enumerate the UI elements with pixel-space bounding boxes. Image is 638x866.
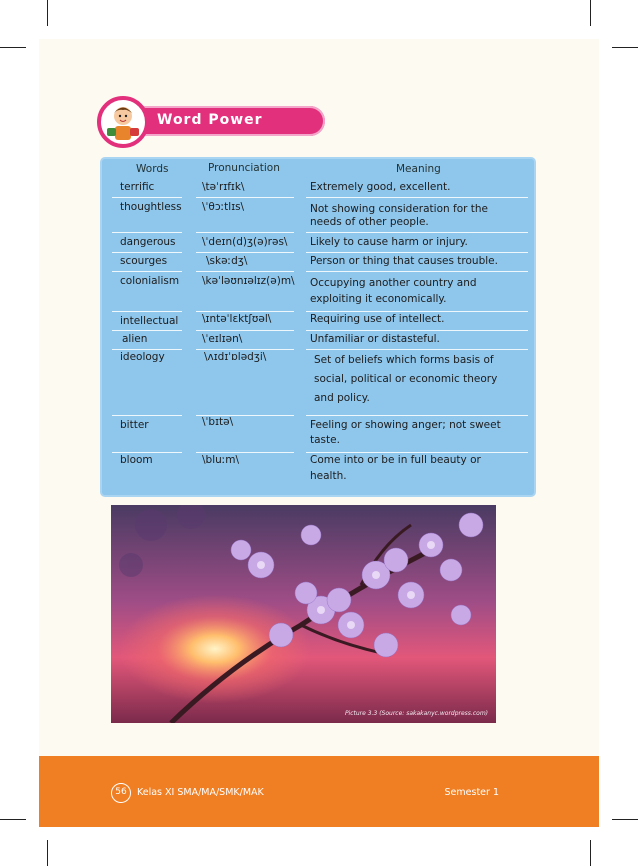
row-separator xyxy=(306,415,528,416)
crop-mark xyxy=(0,47,26,48)
word-cell: bitter xyxy=(120,419,149,431)
header-pronunciation: Pronunciation xyxy=(208,162,280,174)
row-separator xyxy=(112,197,182,198)
pron-cell: \ʌɪdɪˈɒlədʒi\ xyxy=(204,351,267,363)
meaning-cell: Likely to cause harm or injury. xyxy=(310,236,468,248)
word-cell: dangerous xyxy=(120,236,176,248)
meaning-cell: Extremely good, excellent. xyxy=(310,181,451,193)
pron-cell: \təˈrɪfɪk\ xyxy=(202,181,245,193)
pron-cell: \ˈθɔːtlɪs\ xyxy=(202,201,245,213)
meaning-cell: and policy. xyxy=(314,392,370,404)
pron-cell: \ˈeɪlɪən\ xyxy=(202,333,243,345)
meaning-cell: exploiting it economically. xyxy=(310,293,447,305)
footer-semester-label: Semester 1 xyxy=(444,787,499,798)
meaning-cell: taste. xyxy=(310,434,340,446)
pron-cell: \ˈdeɪn(d)ʒ(ə)rəs\ xyxy=(202,236,288,248)
page-number: 56 xyxy=(111,783,131,803)
meaning-cell: Occupying another country and xyxy=(310,277,477,289)
vocabulary-table xyxy=(102,159,534,495)
word-cell: bloom xyxy=(120,454,153,466)
row-separator xyxy=(196,232,294,233)
section-title: Word Power xyxy=(157,112,263,128)
word-cell: alien xyxy=(122,333,148,345)
crop-mark xyxy=(47,0,48,26)
row-separator xyxy=(196,197,294,198)
crop-mark xyxy=(612,819,638,820)
meaning-cell: Feeling or showing anger; not sweet xyxy=(310,419,501,431)
pron-cell: \skəːdʒ\ xyxy=(206,255,248,267)
meaning-cell: Requiring use of intellect. xyxy=(310,313,445,325)
row-separator xyxy=(306,349,528,350)
pron-cell: \kəˈləʊnɪəlɪz(ə)m\ xyxy=(202,275,295,287)
row-separator xyxy=(306,197,528,198)
header-words: Words xyxy=(136,163,169,175)
word-cell: thoughtless xyxy=(120,201,182,213)
mascot-icon xyxy=(97,96,149,148)
meaning-cell: Unfamiliar or distasteful. xyxy=(310,333,440,345)
meaning-cell: social, political or economic theory xyxy=(314,373,498,385)
meaning-cell: Come into or be in full beauty or xyxy=(310,454,481,466)
pron-cell: \ˈbɪtə\ xyxy=(202,416,234,428)
word-cell: colonialism xyxy=(120,275,180,287)
pron-cell: \ɪntəˈlɛktʃʊəl\ xyxy=(202,313,272,325)
footer-class-label: Kelas XI SMA/MA/SMK/MAK xyxy=(137,787,264,798)
row-separator xyxy=(112,311,182,312)
row-separator xyxy=(196,271,294,272)
textbook-page xyxy=(39,39,599,827)
word-cell: intellectual xyxy=(120,315,179,327)
crop-mark xyxy=(612,47,638,48)
row-separator xyxy=(112,232,182,233)
meaning-cell: needs of other people. xyxy=(310,216,429,228)
row-separator xyxy=(306,271,528,272)
meaning-cell: Set of beliefs which forms basis of xyxy=(314,354,494,366)
picture-caption: Picture 3.3 (Source: sakakanyc.wordpress.com) xyxy=(344,710,488,717)
cherry-blossom-photo xyxy=(111,505,496,723)
crop-mark xyxy=(590,0,591,26)
word-cell: ideology xyxy=(120,351,165,363)
crop-mark xyxy=(47,840,48,866)
meaning-cell: health. xyxy=(310,470,347,482)
meaning-cell: Not showing consideration for the xyxy=(310,203,489,215)
word-cell: scourges xyxy=(120,255,168,267)
row-separator xyxy=(306,232,528,233)
crop-mark xyxy=(590,840,591,866)
meaning-cell: Person or thing that causes trouble. xyxy=(310,255,498,267)
word-cell: terrific xyxy=(120,181,155,193)
header-meaning: Meaning xyxy=(396,163,441,175)
crop-mark xyxy=(0,819,26,820)
row-separator xyxy=(112,271,182,272)
pron-cell: \bluːm\ xyxy=(202,454,240,466)
row-separator xyxy=(112,415,182,416)
